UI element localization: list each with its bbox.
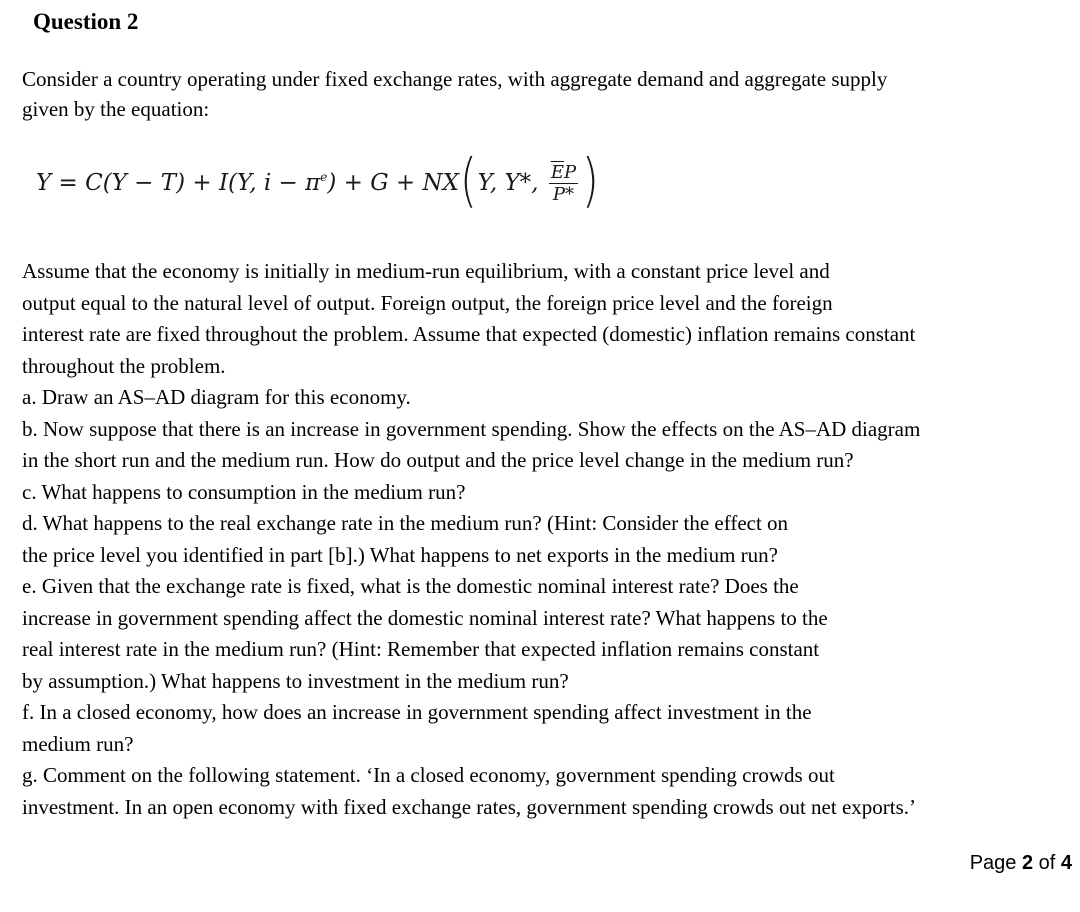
text-line: output equal to the natural level of output. Foreign output, the foreign price level and the foreign [22, 290, 833, 315]
part-g: g. Comment on the following statement. ‘In a closed economy, government spending crowds out [22, 763, 835, 787]
text-line: the price level you identified in part [b].) What happens to net exports in the medium run? [22, 542, 778, 567]
fraction-denominator: P* [552, 183, 574, 205]
equation-lhs: Y [36, 170, 52, 196]
part-f: f. In a closed economy, how does an increase in government spending affect investment in the [22, 700, 812, 724]
intro-line: given by the equation: [22, 97, 210, 121]
text-line: interest rate are fixed throughout the problem. Assume that expected (domestic) inflation remains constant [22, 322, 916, 346]
real-exchange-rate-fraction [549, 162, 578, 205]
text-line: investment. In an open economy with fixed exchange rates, government spending crowds out net exports.’ [22, 794, 917, 819]
text-line: Assume that the economy is initially in medium-run equilibrium, with a constant price level and [22, 259, 830, 283]
equation-plus: + [336, 170, 371, 196]
text-line: real interest rate in the medium run? (Hint: Remember that expected inflation remains constant [22, 637, 820, 661]
equation-investment: I(Y, $i - \pi^e$) [218, 170, 337, 196]
text-line: medium run? [22, 731, 134, 756]
equation-plus: + [388, 170, 423, 196]
fraction-numerator: $\overline{E}P$ [550, 161, 577, 183]
part-a: a. Draw an AS–AD diagram for this economy. [22, 385, 411, 409]
question-body [22, 256, 1072, 823]
text-line: in the short run and the medium run. How do output and the price level change in the medium run? [22, 448, 854, 472]
equation-plus: + [185, 170, 219, 196]
equation-government: G [370, 170, 389, 196]
part-e: e. Given that the exchange rate is fixed, what is the domestic nominal interest rate? Does the [22, 574, 799, 598]
equation-consumption: C(Y − T) [85, 170, 186, 196]
ad-as-equation [36, 146, 656, 214]
current-page: 2 [1021, 852, 1034, 874]
left-paren-glyph: ( [459, 146, 477, 214]
part-d: d. What happens to the real exchange rate in the medium run? (Hint: Consider the effect on [22, 511, 789, 535]
intro-line: Consider a country operating under fixed exchange rates, with aggregate demand and aggregate supply [22, 67, 888, 91]
page-number: Page 2 of 4 [969, 852, 1072, 874]
text-line: increase in government spending affect the domestic nominal interest rate? What happens to the [22, 605, 828, 630]
equation-equals: = [51, 170, 86, 196]
part-c: c. What happens to consumption in the medium run? [22, 479, 466, 504]
intro-paragraph [22, 64, 1062, 124]
right-paren-glyph: ) [581, 146, 599, 214]
equation-nx-args: Y, Y*, [477, 170, 546, 196]
text-line: throughout the problem. [22, 353, 226, 378]
equation-net-exports: NX [422, 170, 460, 196]
question-heading: Question 2 [33, 9, 139, 34]
total-pages: 4 [1060, 852, 1072, 874]
text-line: by assumption.) What happens to investment in the medium run? [22, 668, 569, 693]
part-b: b. Now suppose that there is an increase in government spending. Show the effects on the AS–AD diagram [22, 416, 921, 441]
